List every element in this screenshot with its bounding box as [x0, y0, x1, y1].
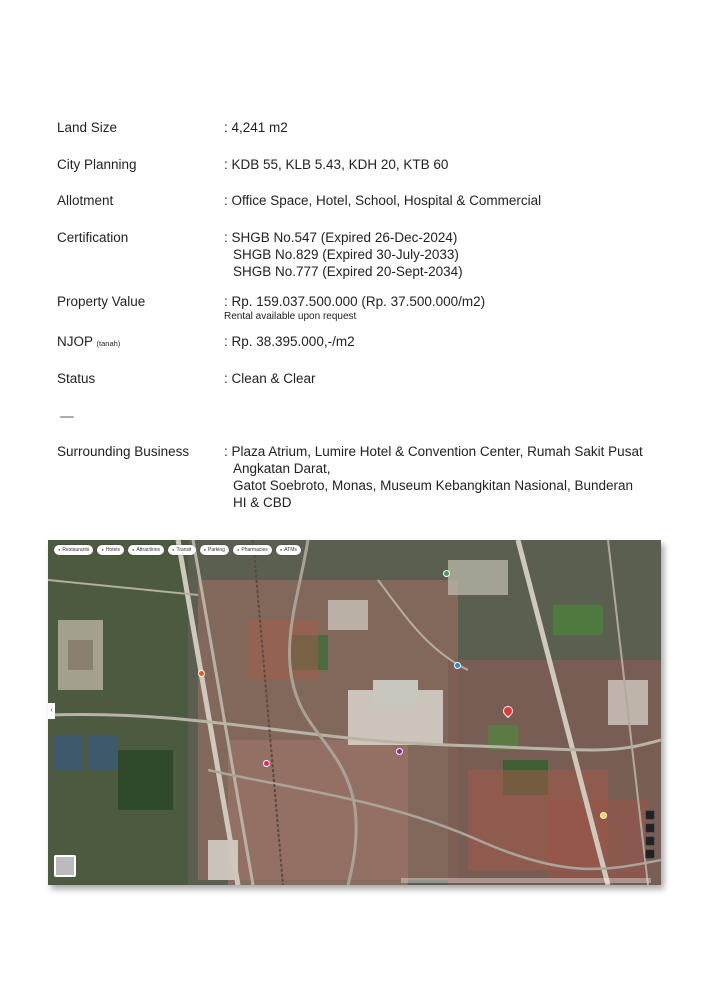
rental-note: Rental available upon request [224, 311, 357, 322]
value-line: SHGB No.829 (Expired 30-July-2033) [233, 247, 459, 262]
detail-value [224, 229, 654, 280]
detail-label: Certification [57, 230, 129, 245]
detail-label: Allotment [57, 193, 114, 208]
detail-value [224, 333, 654, 350]
poi-marker-icon[interactable] [396, 748, 403, 755]
value-line: : 4,241 m2 [224, 120, 288, 135]
value-line: : Rp. 38.395.000,-/m2 [224, 334, 355, 349]
detail-label-suffix: (tanah) [96, 339, 121, 348]
detail-label-wrap [57, 333, 222, 352]
chip-hotels[interactable]: ● Hotels [97, 545, 124, 555]
value-line: HI & CBD [233, 495, 292, 510]
poi-marker-icon[interactable] [443, 570, 450, 577]
value-line: : Clean & Clear [224, 371, 316, 386]
chip-atms[interactable]: ● ATMs [276, 545, 301, 555]
zoom-in-icon[interactable] [645, 836, 655, 846]
detail-label: Surrounding Business [57, 444, 190, 459]
detail-label: City Planning [57, 157, 137, 172]
detail-value [224, 119, 654, 136]
satellite-imagery [48, 540, 661, 885]
compass-icon[interactable] [645, 823, 655, 833]
poi-marker-icon[interactable] [198, 670, 205, 677]
poi-marker-icon[interactable] [600, 812, 607, 819]
detail-value [224, 156, 654, 173]
street-view-icon[interactable] [645, 810, 655, 820]
detail-value [224, 370, 654, 387]
chip-parking[interactable]: ● Parking [200, 545, 229, 555]
detail-value [224, 443, 654, 511]
chip-attractions[interactable]: ● Attractions [128, 545, 164, 555]
map-controls [645, 810, 655, 859]
chip-restaurants[interactable]: ● Restaurants [54, 545, 93, 555]
chip-transit[interactable]: ● Transit [168, 545, 196, 555]
satellite-map[interactable] [48, 540, 661, 885]
detail-label: Property Value [57, 294, 146, 309]
chip-pharmacies[interactable]: ● Pharmacies [233, 545, 272, 555]
value-line: : SHGB No.547 (Expired 26-Dec-2024) [224, 230, 458, 245]
detail-value [224, 192, 654, 209]
map-category-chips [54, 545, 301, 555]
map-attribution-bar [401, 878, 651, 883]
value-line: : Rp. 159.037.500.000 (Rp. 37.500.000/m2) [224, 294, 486, 309]
divider-mark [60, 416, 74, 418]
value-line: SHGB No.777 (Expired 20-Sept-2034) [233, 264, 463, 279]
zoom-out-icon[interactable] [645, 849, 655, 859]
detail-label: NJOP [57, 334, 93, 349]
layers-toggle-icon[interactable] [54, 855, 76, 877]
poi-marker-icon[interactable] [263, 760, 270, 767]
value-line: : KDB 55, KLB 5.43, KDH 20, KTB 60 [224, 157, 449, 172]
value-line: : Plaza Atrium, Lumire Hotel & Convention Center, Rumah Sakit Pusat [224, 444, 643, 459]
poi-marker-icon[interactable] [454, 662, 461, 669]
collapse-panel-button[interactable]: ‹ [48, 703, 55, 719]
detail-label: Status [57, 371, 96, 386]
value-line: Gatot Soebroto, Monas, Museum Kebangkitan Nasional, Bunderan [233, 478, 633, 493]
detail-value [224, 293, 654, 323]
value-line: Angkatan Darat, [233, 461, 331, 476]
value-line: : Office Space, Hotel, School, Hospital & Commercial [224, 193, 542, 208]
detail-label: Land Size [57, 120, 118, 135]
